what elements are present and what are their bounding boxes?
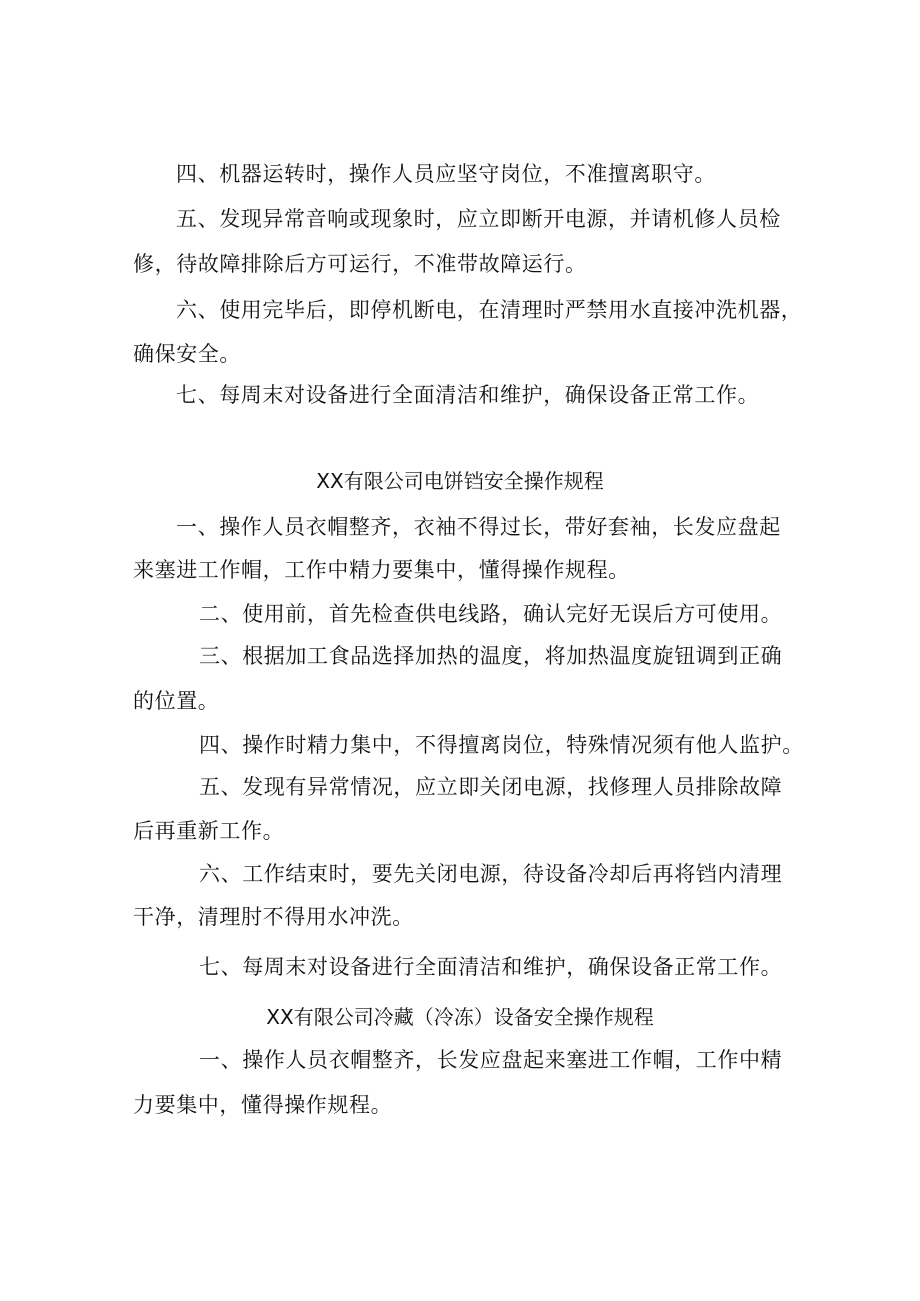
section-title: XX有限公司电饼铛安全操作规程 [316,469,604,493]
rule-line: 的位置。 [133,689,220,713]
rule-line: 三、根据加工食品选择加热的温度，将加热温度旋钮调到正确 [199,644,783,668]
rule-line: 六、使用完毕后，即停机断电，在清理时严禁用水直接冲洗机器， [176,298,803,322]
rule-line: 七、每周末对设备进行全面清洁和维护，确保设备正常工作。 [199,955,783,979]
rule-line: 力要集中，懂得操作规程。 [133,1093,393,1117]
rule-line: 七、每周末对设备进行全面清洁和维护，确保设备正常工作。 [176,383,760,407]
rule-line: 修，待故障排除后方可运行，不准带故障运行。 [133,252,587,276]
rule-line: 四、操作时精力集中，不得擅离岗位，特殊情况须有他人监护。 [199,733,804,757]
rule-line: 四、机器运转时，操作人员应坚守岗位，不准擅离职守。 [176,162,716,186]
rule-line: 六、工作结束时，要先关闭电源，待设备冷却后再将铛内清理 [199,862,783,886]
rule-line: 一、操作人员衣帽整齐，长发应盘起来塞进工作帽，工作中精 [199,1048,783,1072]
rule-line: 来塞进工作帽，工作中精力要集中，懂得操作规程。 [133,558,630,582]
rule-line: 二、使用前，首先检查供电线路，确认完好无误后方可使用。 [199,602,783,626]
rule-line: 一、操作人员衣帽整齐，衣袖不得过长，带好套袖，长发应盘起 [176,515,781,539]
rule-line: 确保安全。 [133,342,241,366]
rule-line: 干净，清理肘不得用水冲洗。 [133,905,414,929]
section-title: XX有限公司冷藏（冷冻）设备安全操作规程 [266,1005,654,1029]
rule-line: 后再重新工作。 [133,819,285,843]
rule-line: 五、发现异常音响或现象时，应立即断开电源，并请机修人员检 [176,207,781,231]
rule-line: 五、发现有异常情况，应立即关闭电源，找修理人员排除故障 [199,775,783,799]
